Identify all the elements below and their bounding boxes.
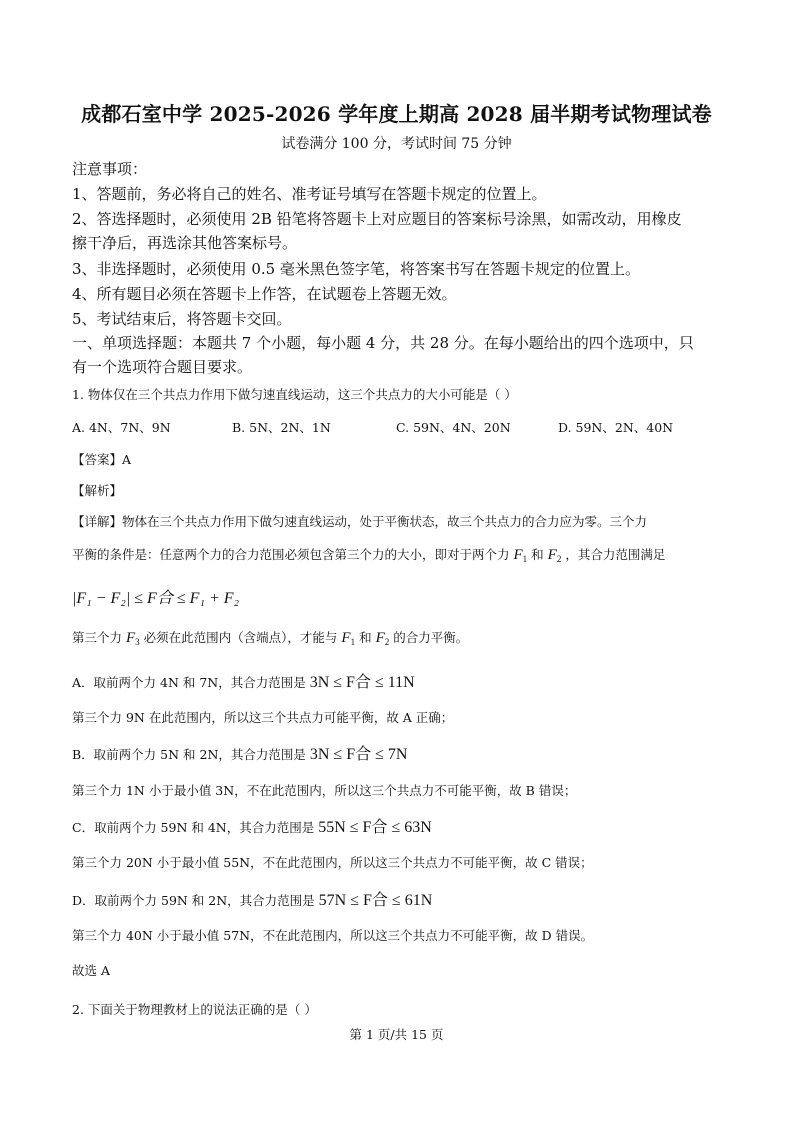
- symbol-f2: $F_2$: [547, 547, 562, 564]
- notice-item: 3、非选择题时，必须使用 0.5 毫米黑色签字笔，将答案书写在答题卡规定的位置上。: [72, 260, 640, 278]
- symbol-f1: $F_1$: [513, 547, 528, 564]
- detail-line: [72, 628, 468, 647]
- analysis-line: 第三个力 20N 小于最小值 55N，不在此范围内，所以这三个共点力不可能平衡，故 C 错误；: [72, 855, 593, 870]
- detail-text: 平衡的条件是：任意两个力的合力范围必须包含第三个力的大小，即对于两个力: [72, 547, 510, 562]
- detail-text: 的合力平衡。: [393, 630, 469, 645]
- q1-option-b: B. 5N、2N、1N: [232, 420, 331, 435]
- option-c-analysis: [72, 814, 432, 837]
- analysis-line: 第三个力 40N 小于最小值 57N，不在此范围内，所以这三个共点力不可能平衡，故 D 错误。: [72, 928, 594, 943]
- analysis-text: C．取前两个力 59N 和 4N，其合力范围是: [72, 820, 315, 835]
- page-subtitle: 试卷满分 100 分，考试时间 75 分钟: [281, 136, 512, 152]
- symbol-f1: $F_1$: [341, 630, 356, 647]
- analysis-line: 第三个力 9N 在此范围内，所以这三个共点力可能平衡，故 A 正确；: [72, 710, 454, 725]
- notice-item: 5、考试结束后，将答题卡交回。: [72, 310, 292, 328]
- notice-item: 1、答题前，务必将自己的姓名、准考证号填写在答题卡规定的位置上。: [72, 185, 547, 203]
- conclusion: 故选 A: [72, 963, 111, 978]
- notice-item: 4、所有题目必须在答题卡上作答，在试题卷上答题无效。: [72, 285, 457, 303]
- q1-option-d: D. 59N、2N、40N: [558, 420, 674, 435]
- option-b-analysis: [72, 741, 407, 764]
- detail-text: 和: [531, 547, 544, 562]
- analysis-label: 【解析】: [72, 483, 123, 498]
- page-title: 成都石室中学 2025-2026 学年度上期高 2028 届半期考试物理试卷: [81, 102, 712, 126]
- range-formula: 55N ≤ F合 ≤ 63N: [318, 819, 432, 836]
- section-heading-cont: 有一个选项符合题目要求。: [72, 358, 253, 376]
- range-formula: 57N ≤ F合 ≤ 61N: [318, 892, 433, 909]
- range-formula: 3N ≤ F合 ≤ 7N: [309, 746, 408, 763]
- section-heading: 一、单项选择题：本题共 7 个小题，每小题 4 分，共 28 分。在每小题给出的四个选项中，只: [72, 334, 694, 352]
- detail-line: 【详解】物体在三个共点力作用下做匀速直线运动，处于平衡状态，故三个共点力的合力应为零。三个力: [72, 514, 648, 529]
- analysis-text: A．取前两个力 4N 和 7N，其合力范围是: [72, 675, 306, 690]
- analysis-line: 第三个力 1N 小于最小值 3N，不在此范围内，所以这三个共点力不可能平衡，故 B 错误；: [72, 783, 577, 798]
- answer-label: 【答案】A: [72, 452, 132, 467]
- option-d-analysis: [72, 887, 432, 910]
- notice-item: 擦干净后，再选涂其他答案标号。: [72, 234, 298, 252]
- range-formula: 3N ≤ F合 ≤ 11N: [309, 674, 415, 691]
- detail-text: 第三个力: [72, 630, 123, 645]
- option-a-analysis: [72, 669, 415, 692]
- detail-line: [72, 545, 665, 564]
- q1-option-a: A. 4N、7N、9N: [72, 420, 171, 435]
- notice-item: 2、答选择题时，必须使用 2B 铅笔将答题卡上对应题目的答案标号涂黑，如需改动，用橡皮: [72, 210, 682, 228]
- analysis-text: B．取前两个力 5N 和 2N，其合力范围是: [72, 747, 306, 762]
- q1-option-c: C. 59N、4N、20N: [396, 420, 511, 435]
- question-1-stem: 1. 物体仅在三个共点力作用下做匀速直线运动，这三个共点力的大小可能是（ ）: [72, 387, 517, 402]
- symbol-f2: $F_2$: [375, 630, 390, 647]
- symbol-f3: $F_3$: [126, 630, 140, 647]
- page-footer: 第 1 页/共 15 页: [349, 1027, 444, 1042]
- analysis-text: D．取前两个力 59N 和 2N，其合力范围是: [72, 893, 315, 908]
- notice-heading: 注意事项：: [72, 160, 148, 178]
- detail-text: ，其合力范围满足: [565, 547, 666, 562]
- formula-range: |F₁ − F₂| ≤ F合 ≤ F₁ + F₂: [72, 590, 240, 607]
- detail-text: 和: [359, 630, 372, 645]
- question-2-stem: 2. 下面关于物理教材上的说法正确的是（ ）: [72, 1002, 317, 1017]
- detail-text: 必须在此范围内（含端点），才能与: [143, 630, 338, 645]
